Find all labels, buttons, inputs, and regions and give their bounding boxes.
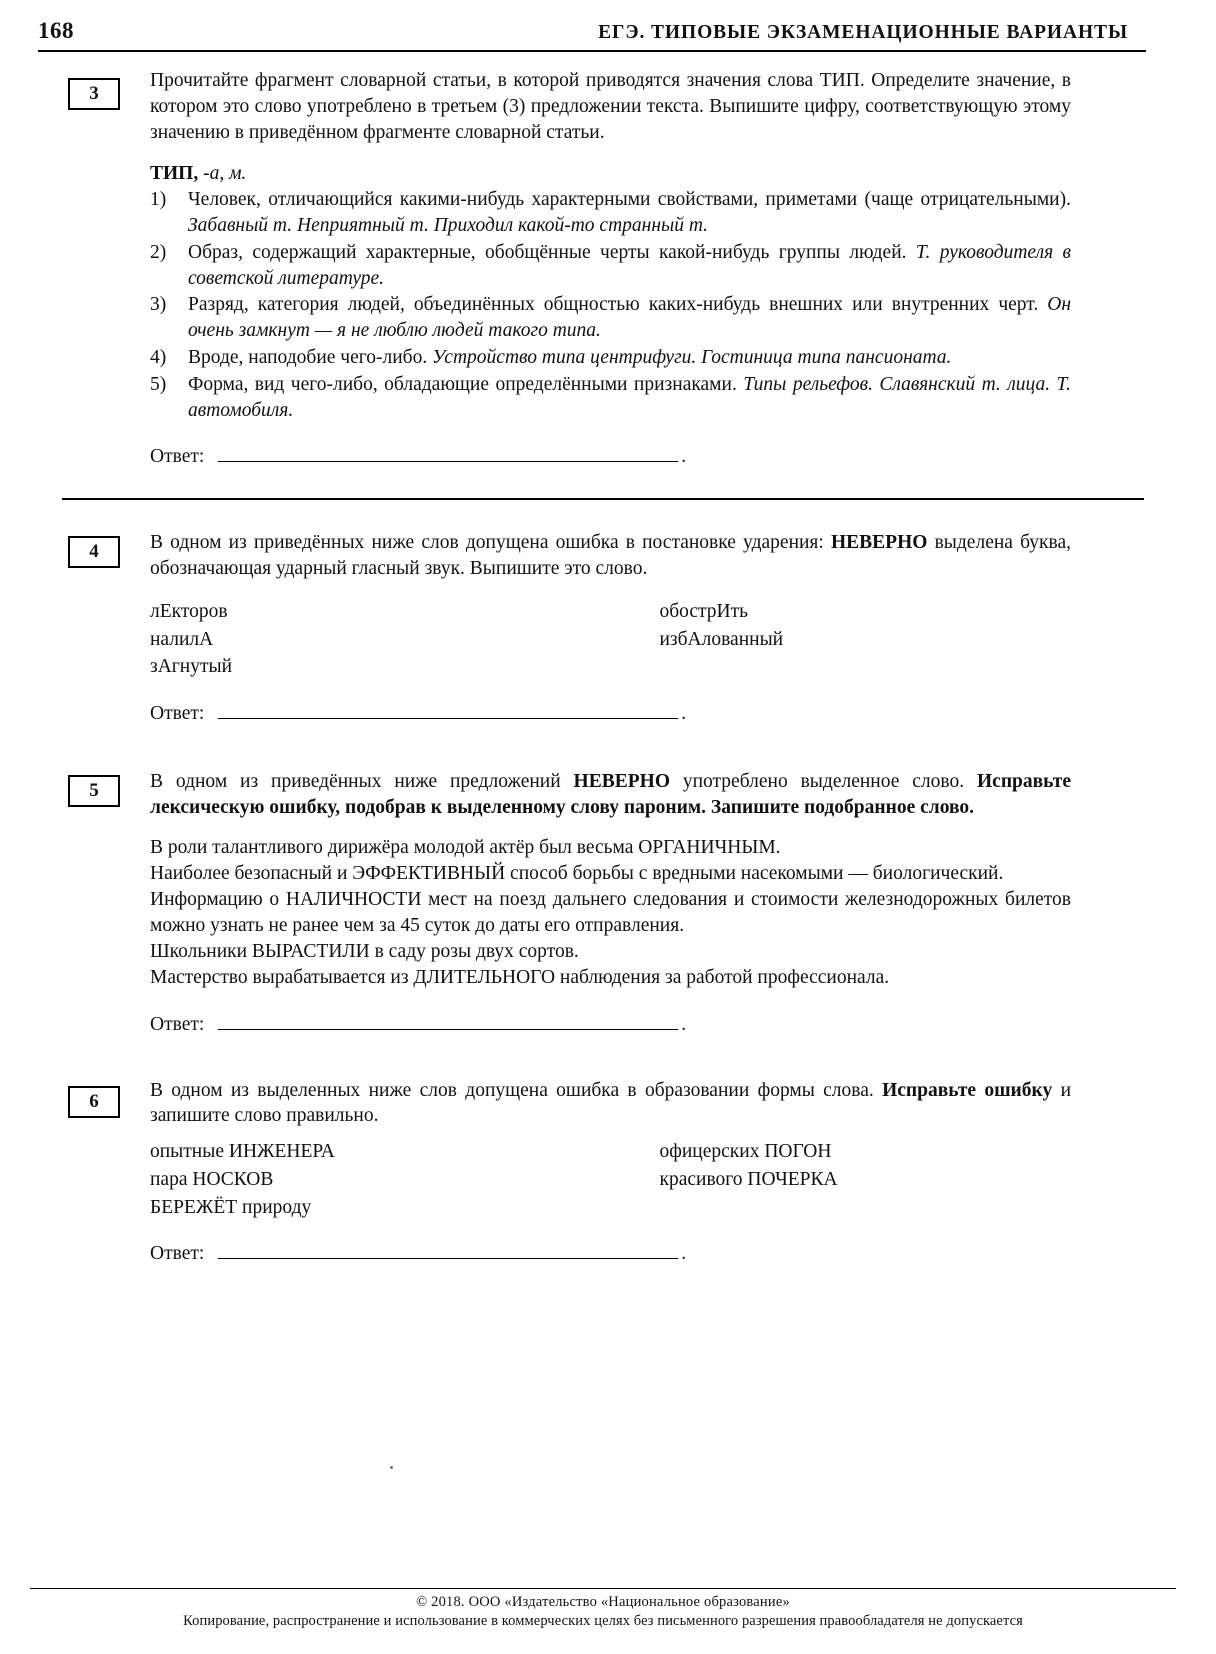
task-6-right-column — [659, 1138, 1071, 1221]
word-item: офицерских ПОГОН — [659, 1141, 832, 1163]
answer-label: Ответ: — [150, 1013, 205, 1035]
task-5-stem — [150, 769, 1071, 821]
sentence-item: Мастерство вырабатывается из ДЛИТЕЛЬНОГО наблюдения за работой профессионала. — [150, 967, 890, 989]
answer-period: . — [681, 1013, 687, 1035]
task-3-stem: Прочитайте фрагмент словарной статьи, в которой приводятся значения слова ТИП. Определите значение, в котором это слово употреблено в третьем (3) предложении текста. Выпишите цифру, соответствующую этому значению в приведённом фрагменте словарной статьи. — [150, 70, 1071, 143]
task-6-stem-part1: В одном из выделенных ниже слов допущена ошибка в образовании формы слова. — [150, 1079, 883, 1101]
sense-marker: 2) — [150, 241, 167, 263]
word-item: опытные ИНЖЕНЕРА — [150, 1141, 335, 1163]
task-4-left-column — [150, 598, 659, 681]
task-5-stem-emphasis-1: НЕВЕРНО — [573, 770, 670, 792]
task-4-stem-part1: В одном из приведённых ниже слов допущена ошибка в постановке ударения: — [150, 532, 831, 554]
section-divider — [62, 498, 1144, 500]
sense-definition: Человек, отличающийся какими-нибудь характерными свойствами, приметами (чаще отрицательными). — [188, 188, 1071, 210]
answer-label: Ответ: — [150, 702, 205, 724]
sentence-item: В роли талантливого дирижёра молодой актёр был весьма ОРГАНИЧНЫМ. — [150, 836, 781, 858]
sense-examples: Забавный т. Неприятный т. Приходил какой-то странный т. — [188, 214, 709, 236]
dictionary-sense-list — [150, 187, 1071, 424]
sense-definition: Вроде, наподобие чего-либо. — [188, 347, 428, 369]
answer-label: Ответ: — [150, 1243, 205, 1265]
footer-rule — [30, 1588, 1176, 1589]
dictionary-sense — [150, 292, 1071, 344]
page-number: 168 — [38, 18, 74, 43]
task-4-number: 4 — [68, 536, 120, 568]
task-5-answer — [150, 1014, 1071, 1036]
word-item: лЕкторов — [150, 600, 228, 622]
answer-label: Ответ: — [150, 446, 205, 468]
sense-marker: 5) — [150, 374, 167, 396]
task-4 — [30, 530, 1156, 725]
task-5-number: 5 — [68, 775, 120, 807]
copy-notice-line: Копирование, распространение и использование в коммерческих целях без письменного разрешения правообладателя не допускается — [183, 1613, 1023, 1629]
task-4-word-columns — [150, 598, 1071, 681]
word-item: налилА — [150, 628, 214, 650]
task-6-answer — [150, 1243, 1071, 1265]
answer-period: . — [681, 1243, 687, 1265]
answer-period: . — [681, 446, 687, 468]
running-head-title: ЕГЭ. ТИПОВЫЕ ЭКЗАМЕНАЦИОННЫЕ ВАРИАНТЫ — [598, 22, 1128, 43]
answer-period: . — [681, 702, 687, 724]
sense-definition: Образ, содержащий характерные, обобщённые черты какой-нибудь группы людей. — [188, 241, 907, 263]
sense-definition: Разряд, категория людей, объединённых общностью каких-нибудь внешних или внутренних черт. — [188, 294, 1039, 316]
word-item: зАгнутый — [150, 656, 233, 678]
sentence-item: Наиболее безопасный и ЭФФЕКТИВНЫЙ способ борьбы с вредными насекомыми — биологический. — [150, 862, 1004, 884]
sense-marker: 3) — [150, 294, 167, 316]
dictionary-sense — [150, 240, 1071, 292]
task-6-stem — [150, 1078, 1071, 1130]
page-footer — [30, 1588, 1176, 1630]
task-3-number: 3 — [68, 78, 120, 110]
copyright-line: © 2018. ООО «Издательство «Национальное образование» — [416, 1594, 790, 1610]
task-4-stem — [150, 530, 1071, 582]
task-4-stem-emphasis: НЕВЕРНО — [830, 532, 928, 554]
word-item: избАлованный — [659, 628, 784, 650]
dictionary-entry-head — [150, 163, 1071, 185]
word-item: красивого ПОЧЕРКА — [659, 1169, 838, 1191]
task-4-answer — [150, 703, 1071, 725]
dictionary-grammar: -а, м. — [203, 162, 247, 184]
header-rule — [38, 50, 1146, 52]
sense-definition: Форма, вид чего-либо, обладающие определёнными признаками. — [188, 374, 737, 396]
dictionary-sense — [150, 372, 1071, 424]
task-6-stem-emphasis: Исправьте ошибку — [882, 1079, 1053, 1101]
task-4-stem-part2: выделена буква, обозначающая ударный гласный звук. Выпишите это слово. — [150, 532, 1071, 579]
dictionary-headword: ТИП, — [150, 162, 199, 184]
task-5-sentence-list — [150, 835, 1071, 992]
word-item: пара НОСКОВ — [150, 1169, 274, 1191]
sentence-item: Информацию о НАЛИЧНОСТИ мест на поезд дальнего следования и стоимости железнодорожных билетов можно узнать не ранее чем за 45 суток до даты его отправления. — [150, 889, 1071, 937]
sense-examples: Т. руководителя в советской литературе. — [188, 241, 1071, 289]
sense-examples: Он очень замкнут — я не люблю людей такого типа. — [188, 294, 1071, 342]
page-header — [30, 18, 1156, 44]
task-5-stem-part1: В одном из приведённых ниже предложений — [150, 770, 574, 792]
word-item: обострИть — [659, 600, 749, 622]
answer-blank[interactable] — [218, 1015, 678, 1030]
sentence-item: Школьники ВЫРАСТИЛИ в саду розы двух сортов. — [150, 941, 579, 963]
sense-marker: 4) — [150, 347, 167, 369]
sense-marker: 1) — [150, 188, 167, 210]
dictionary-sense — [150, 187, 1071, 239]
task-5 — [30, 769, 1156, 1036]
task-6-left-column — [150, 1138, 659, 1221]
task-6 — [30, 1078, 1156, 1266]
task-3 — [30, 68, 1156, 468]
answer-blank[interactable] — [218, 704, 678, 719]
task-6-number: 6 — [68, 1086, 120, 1118]
dictionary-sense — [150, 345, 1071, 371]
answer-blank[interactable] — [218, 1244, 678, 1259]
task-6-stem-part2: и запишите слово правильно. — [150, 1079, 1071, 1127]
task-3-answer — [150, 446, 1071, 468]
paper-speck — [390, 1466, 393, 1469]
word-item: БЕРЕЖЁТ природу — [150, 1196, 312, 1218]
task-5-stem-part2: употреблено выделенное слово. — [669, 770, 977, 792]
answer-blank[interactable] — [218, 447, 678, 462]
task-6-word-columns — [150, 1138, 1071, 1221]
task-5-stem-emphasis-2: Исправьте лексическую ошибку, подобрав к выделенному слову пароним. Запишите подобранное слово. — [150, 770, 1071, 818]
sense-examples: Типы рельефов. Славянский т. лица. Т. автомобиля. — [188, 374, 1072, 422]
sense-examples: Устройство типа центрифуги. Гостиница типа пансионата. — [432, 347, 952, 369]
task-4-right-column — [659, 598, 1071, 681]
